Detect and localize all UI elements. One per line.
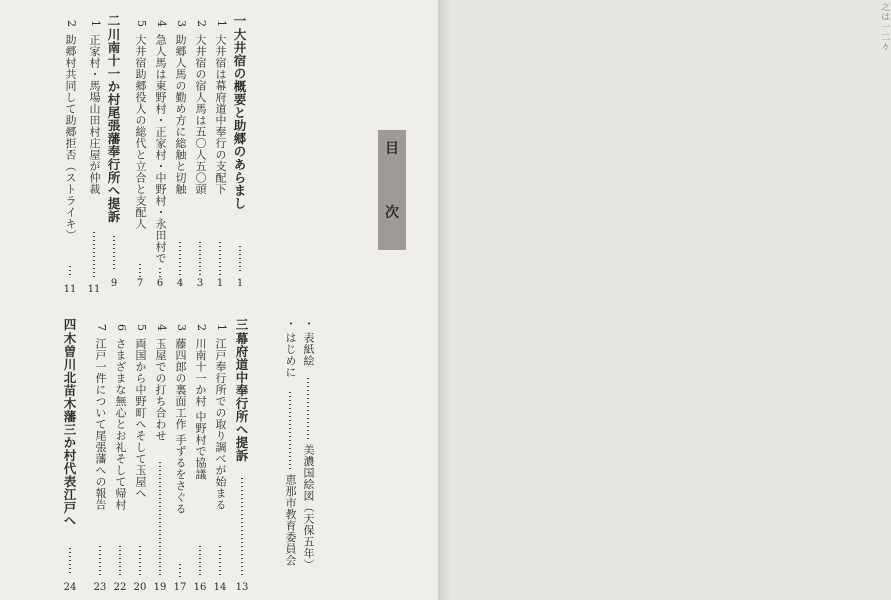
- toc-entry: 一 大井宿の概要と助郷のあらまし 1: [232, 14, 247, 289]
- toc-entry: 三 幕府道中奉行所へ提訴 13: [234, 318, 249, 593]
- toc-entry: 3 藤四郎の裏面工作 手ずるをさぐる 17: [173, 324, 188, 593]
- toc-entry: 2 助郷村共同して助郷拒否（ストライキ） 11: [63, 20, 78, 295]
- toc-entry: 4 急人馬は東野村・正家村・中野村・永田村で 6: [154, 20, 168, 289]
- toc-intro-entry: ・ はじめに 恵那市教育委員会: [284, 318, 297, 566]
- toc-entry: 1 大井宿は幕府道中奉行の支配下 1: [214, 20, 228, 289]
- toc-entry: 1 江戸奉行所での取り調べが始まる 14: [213, 324, 228, 593]
- toc-title-char-2: 次: [385, 205, 399, 221]
- toc-entry: 4 玉屋での打ち合わせ 19: [153, 324, 168, 593]
- toc-entry: 2 大井宿の宿人馬は五〇人五〇頭 3: [194, 20, 208, 289]
- page-edge: [438, 0, 889, 600]
- toc-entry: 7 江戸一件について尾張藩への報告 23: [93, 324, 108, 593]
- edge-note: 之は一二々: [879, 2, 889, 52]
- toc-entry: 5 大井宿助郷役人の総代と立合と支配人 7: [134, 20, 148, 289]
- toc-title-box: [378, 130, 406, 250]
- book-page: [0, 0, 439, 600]
- toc-entry: 二 川南十一か村尾張藩奉行所へ提訴 9: [106, 14, 121, 289]
- toc-intro-entry: ・ 表紙絵 美濃国絵図（天保五年）: [302, 318, 315, 571]
- toc-entry: 四 木曽川北苗木藩三か村代表江戸へ 24: [62, 318, 77, 593]
- toc-entry: 1 正家村・馬場山田村庄屋が仲裁 11: [87, 20, 102, 295]
- toc-entry: 5 両国から中野町へそして玉屋へ 20: [133, 324, 148, 593]
- toc-title-char-1: 目: [385, 141, 399, 157]
- toc-entry: 2 川南十一か村 中野村で協議 16: [193, 324, 208, 593]
- toc-entry: 6 さまざまな無心とお礼そして帰村 22: [113, 324, 128, 593]
- toc-entry: 3 助郷人馬の勤め方に総触と切触 4: [174, 20, 188, 289]
